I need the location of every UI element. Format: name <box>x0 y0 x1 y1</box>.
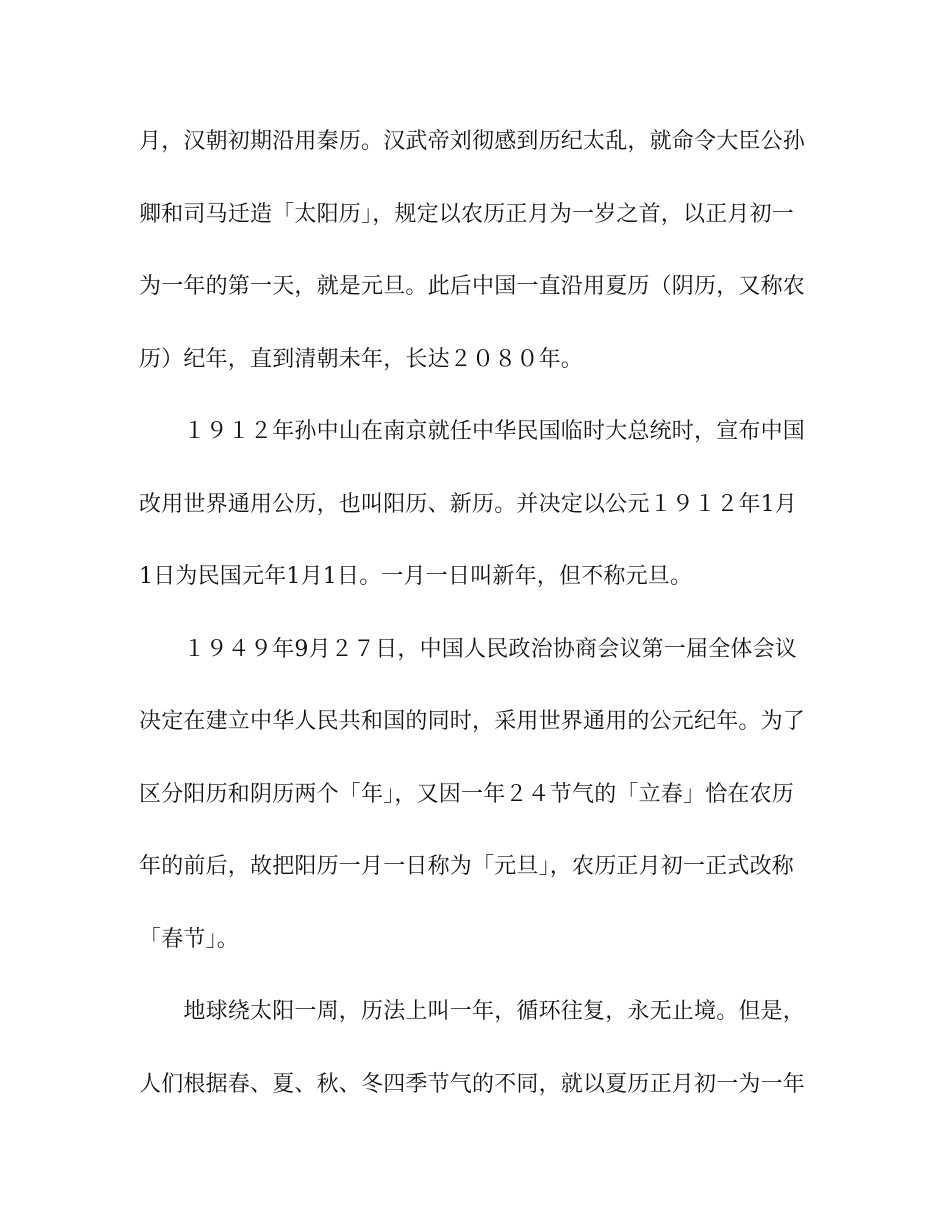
body-text <box>139 118 815 1133</box>
text-line: 为一年的第一天，就是元旦。此后中国一直沿用夏历（阴历，又称农 <box>139 274 806 299</box>
text-line: 月，汉朝初期沿用秦历。汉武帝刘彻感到历纪太乱，就命令大臣公孙 <box>139 129 806 154</box>
text-line: 1日为民国元年1月1日。一月一日叫新年，但不称元旦。 <box>139 564 693 589</box>
text-line: １９４９年9月２７日，中国人民政治协商会议第一届全体会议 <box>139 636 797 662</box>
text-line: 地球绕太阳一周，历法上叫一年，循环往复，永无止境。但是， <box>139 999 806 1024</box>
text-line: 区分阳历和阴历两个「年」，又因一年２４节气的「立春」恰在农历 <box>139 781 795 807</box>
text-line: １９１２年孙中山在南京就任中华民国临时大总统时，宣布中国 <box>139 419 806 444</box>
text-line: 卿和司马迁造「太阳历」，规定以农历正月为一岁之首，以正月初一 <box>139 201 795 227</box>
text-line: 人们根据春、夏、秋、冬四季节气的不同，就以夏历正月初一为一年 <box>139 1071 806 1097</box>
text-line: 「春节」。 <box>139 926 240 952</box>
text-line: 决定在建立中华人民共和国的同时，采用世界通用的公元纪年。为了 <box>139 709 806 734</box>
text-line: 年的前后，故把阳历一月一日称为「元旦」，农历正月初一正式改称 <box>139 854 795 879</box>
text-line: 历）纪年，直到清朝未年，长达２０８０年。 <box>139 346 584 372</box>
text-line: 改用世界通用公历，也叫阳历、新历。并决定以公元１９１２年1月 <box>139 491 797 517</box>
